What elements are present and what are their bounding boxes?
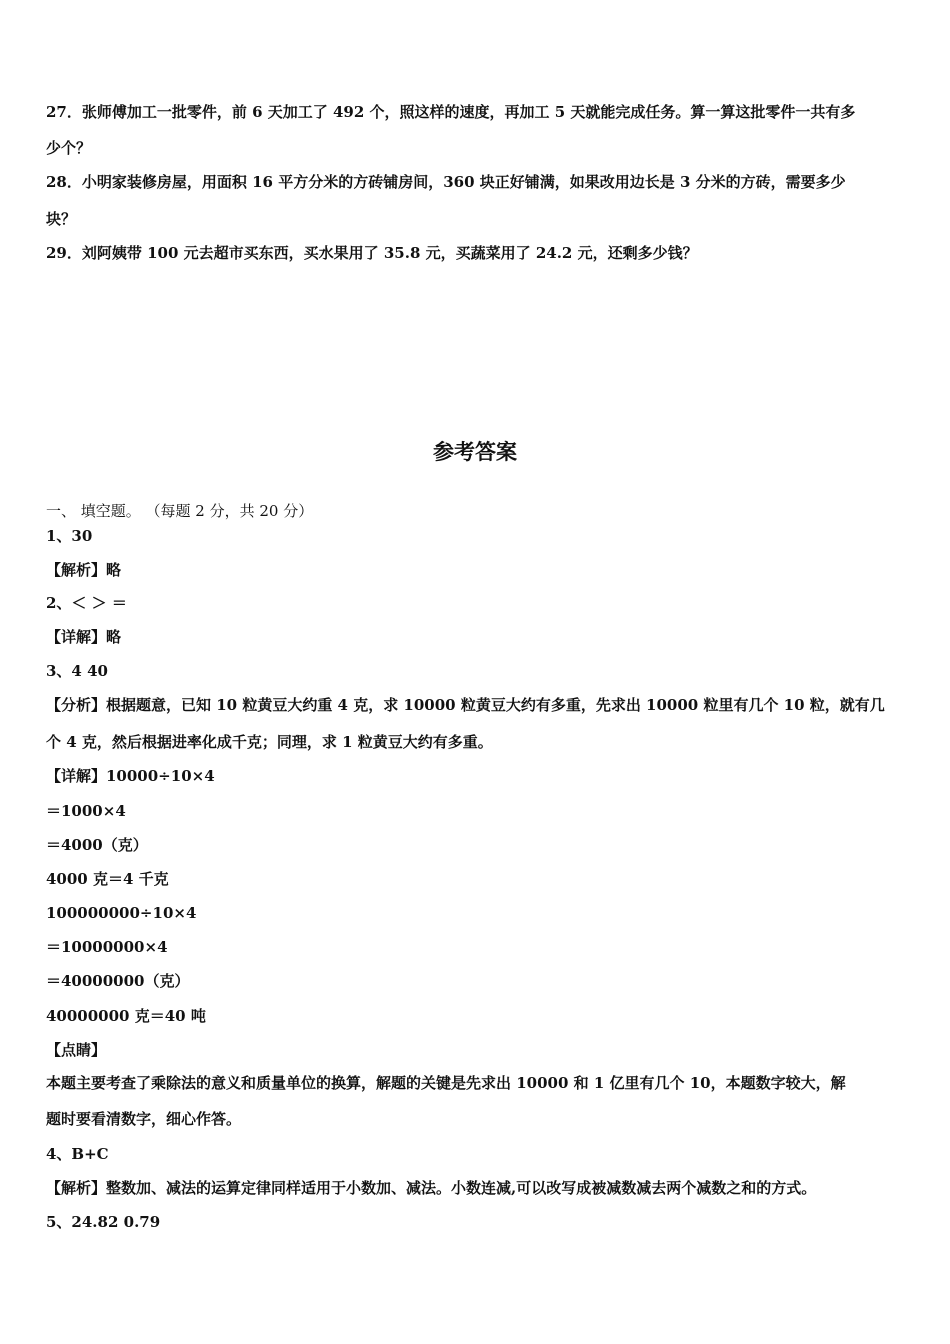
answer-3-comment-line-1: 本题主要考查了乘除法的意义和质量单位的换算，解题的关键是先求出 10000 和 1 亿里有几个 10，本题数字较大，解 xyxy=(46,1074,846,1092)
answer-3-detail-4: 4000 克＝4 千克 xyxy=(46,870,169,888)
answer-3-detail-6: ＝10000000×4 xyxy=(46,938,168,956)
section-1-header: 一、 填空题。 （每题 2 分，共 20 分） xyxy=(46,502,314,520)
answer-5: 5、24.82 0.79 xyxy=(46,1213,161,1231)
answer-2-detail: 【详解】略 xyxy=(46,628,122,646)
answer-3-comment-header: 【点睛】 xyxy=(46,1041,107,1059)
answer-3-detail-2: ＝1000×4 xyxy=(46,802,126,820)
answer-3-comment-line-2: 题时要看清数字，细心作答。 xyxy=(46,1110,242,1128)
answer-1: 1、30 xyxy=(46,527,93,545)
answer-1-analysis: 【解析】略 xyxy=(46,561,122,579)
answer-4: 4、B+C xyxy=(46,1145,109,1163)
answer-3-detail-5: 100000000÷10×4 xyxy=(46,904,197,922)
question-27-line-1: 27．张师傅加工一批零件，前 6 天加工了 492 个，照这样的速度，再加工 5 天就能完成任务。算一算这批零件一共有多 xyxy=(46,103,856,121)
answer-3: 3、4 40 xyxy=(46,662,108,680)
question-28-line-2: 块？ xyxy=(46,210,77,228)
question-28-line-1: 28．小明家装修房屋，用面积 16 平方分米的方砖铺房间，360 块正好铺满，如果改用边长是 3 分米的方砖，需要多少 xyxy=(46,173,846,191)
answer-3-analysis-line-2: 个 4 克，然后根据进率化成千克；同理，求 1 粒黄豆大约有多重。 xyxy=(46,733,493,751)
question-29: 29．刘阿姨带 100 元去超市买东西，买水果用了 35.8 元，买蔬菜用了 24.2 元，还剩多少钱？ xyxy=(46,244,698,262)
answer-3-analysis-line-1: 【分析】根据题意，已知 10 粒黄豆大约重 4 克，求 10000 粒黄豆大约有多重，先求出 10000 粒里有几个 10 粒，就有几 xyxy=(46,696,885,714)
question-27-line-2: 少个？ xyxy=(46,139,92,157)
answer-4-analysis: 【解析】整数加、减法的运算定律同样适用于小数加、减法。小数连减,可以改写成被减数减去两个减数之和的方式。 xyxy=(46,1179,817,1197)
answer-3-detail-8: 40000000 克＝40 吨 xyxy=(46,1007,206,1025)
answer-2: 2、＜ ＞ ＝ xyxy=(46,594,127,612)
answers-title: 参考答案 xyxy=(433,440,517,464)
answer-3-detail-3: ＝4000（克） xyxy=(46,836,148,854)
answer-3-detail-7: ＝40000000（克） xyxy=(46,972,190,990)
answer-3-detail-1: 【详解】10000÷10×4 xyxy=(46,767,215,785)
